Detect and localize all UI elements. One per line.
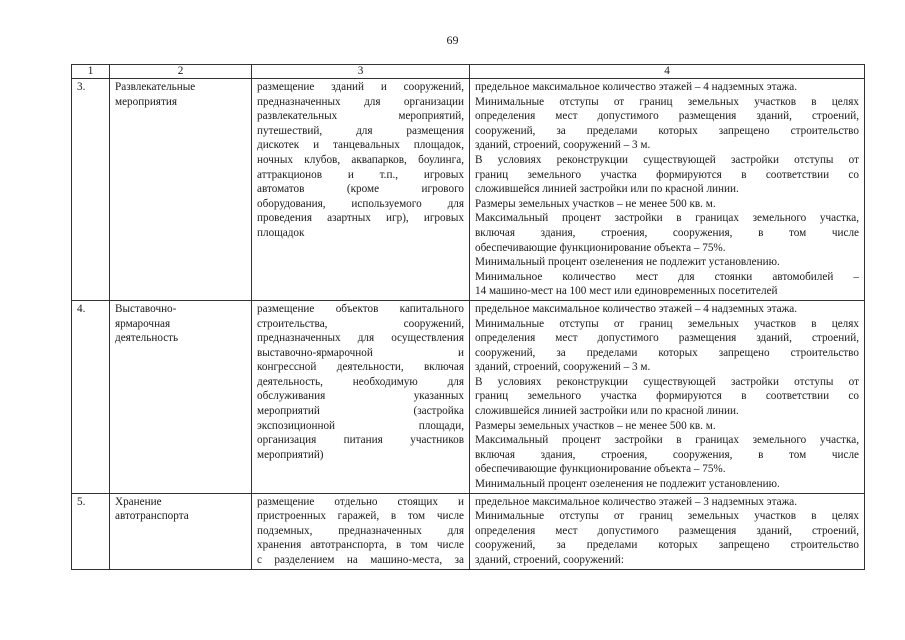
parameter-line: Размеры земельных участков – не менее 500 кв. м. xyxy=(475,197,716,210)
parameter-line: сооружений, за пределами которых запрещено строительство xyxy=(475,346,859,359)
parameter-line: сооружений, за пределами которых запрещено строительство xyxy=(475,539,859,552)
row-number-cell: 5. xyxy=(72,493,110,569)
description-line: организация питания участников xyxy=(257,434,464,447)
land-use-name-line: Хранение xyxy=(115,495,162,508)
description-line: выставочно-ярмарочной и xyxy=(257,346,464,359)
column-header-4: 4 xyxy=(470,65,865,79)
parameter-line: предельное максимальное количество этажей – 4 надземных этажа. xyxy=(475,81,798,93)
row-number-cell: 3. xyxy=(72,79,110,301)
description-line: хранения автотранспорта, в том числе xyxy=(257,539,464,552)
column-header-3: 3 xyxy=(252,65,470,79)
description-line: мероприятий) xyxy=(257,448,324,461)
description-line: проведения азартных игр), игровых xyxy=(257,212,464,225)
land-use-name-line: ярмарочная xyxy=(115,317,171,330)
land-use-name-cell xyxy=(110,493,252,569)
land-use-name-line: деятельность xyxy=(115,332,179,345)
description-line: развлекательных мероприятий, xyxy=(257,110,464,123)
land-use-name-cell xyxy=(110,300,252,493)
description-line: путешествий, для размещения xyxy=(257,124,464,137)
description-line: оборудования, используемого для xyxy=(257,197,464,210)
parameter-line: Минимальные отступы от границ земельных участков в целях xyxy=(475,95,859,108)
page-number: 69 xyxy=(446,33,459,47)
description-line: размещение отдельно стоящих и xyxy=(257,495,464,508)
description-line: дискотек и танцевальных площадок, xyxy=(257,139,464,152)
parameters-cell xyxy=(470,79,865,301)
parameter-line: В условиях реконструкции существующей застройки отступы от xyxy=(475,153,859,166)
parameter-line: включая здания, строения, сооружения, в том числе xyxy=(475,226,859,239)
parameter-line: Размеры земельных участков – не менее 500 кв. м. xyxy=(475,419,716,432)
parameter-line: границ земельного участка формируются в соответствии со xyxy=(475,168,859,181)
column-header-2: 2 xyxy=(110,65,252,79)
description-line: подземных, предназначенных для xyxy=(257,524,464,537)
land-use-description-cell xyxy=(252,300,470,493)
land-use-description-cell xyxy=(252,493,470,569)
parameter-line: определения мест допустимого размещения зданий, строений, xyxy=(475,332,859,345)
parameter-line: Минимальный процент озеленения не подлежит установлению. xyxy=(475,478,780,491)
parameter-line: границ земельного участка формируются в соответствии со xyxy=(475,390,859,403)
parameter-line: В условиях реконструкции существующей застройки отступы от xyxy=(475,375,859,388)
parameter-line: сооружений, за пределами которых запрещено строительство xyxy=(475,124,859,137)
parameter-line: Минимальное количество мест для стоянки автомобилей – xyxy=(475,270,859,283)
row-number-cell: 4. xyxy=(72,300,110,493)
parameter-line: 14 машино-мест на 100 мест или единовременных посетителей xyxy=(475,285,778,298)
parameter-line: Минимальные отступы от границ земельных участков в целях xyxy=(475,510,859,523)
description-line: предназначенных для осуществления xyxy=(257,332,464,345)
parameter-line: предельное максимальное количество этажей – 4 надземных этажа. xyxy=(475,302,798,315)
column-header-1: 1 xyxy=(72,65,110,79)
parameter-line: сложившейся линией застройки или по красной линии. xyxy=(475,183,739,196)
parameter-line: Максимальный процент застройки в границах земельного участка, xyxy=(475,212,859,225)
land-use-name-cell xyxy=(110,79,252,301)
parameter-line: обеспечивающие функционирование объекта – 75%. xyxy=(475,241,726,254)
description-line: строительства, сооружений, xyxy=(257,317,464,330)
description-line: ночных клубов, аквапарков, боулинга, xyxy=(257,153,464,166)
description-line: обслуживания указанных xyxy=(257,390,464,403)
parameter-line: Минимальные отступы от границ земельных участков в целях xyxy=(475,317,859,330)
description-line: конгрессной деятельности, включая xyxy=(257,361,464,374)
description-line: предназначенных для организации xyxy=(257,95,464,108)
description-line: размещение объектов капитального xyxy=(257,302,464,315)
description-line: аттракционов и т.п., игровых xyxy=(257,168,464,181)
zoning-regulations-table xyxy=(71,64,865,570)
parameter-line: определения мест допустимого размещения зданий, строений, xyxy=(475,110,859,123)
parameter-line: предельное максимальное количество этажей – 3 надземных этажа. xyxy=(475,495,798,508)
parameters-cell xyxy=(470,300,865,493)
land-use-description-cell xyxy=(252,79,470,301)
parameter-line: зданий, строений, сооружений: xyxy=(475,554,624,566)
land-use-name-line: Развлекательные xyxy=(115,81,196,93)
parameter-line: зданий, строений, сооружений – 3 м. xyxy=(475,139,651,152)
description-line: пристроенных гаражей, в том числе xyxy=(257,510,464,523)
parameter-line: определения мест допустимого размещения зданий, строений, xyxy=(475,524,859,537)
land-use-name-line: Выставочно- xyxy=(115,302,177,315)
description-line: мероприятий (застройка xyxy=(257,405,464,418)
parameter-line: сложившейся линией застройки или по красной линии. xyxy=(475,405,739,418)
parameter-line: обеспечивающие функционирование объекта – 75%. xyxy=(475,463,726,476)
parameter-line: включая здания, строения, сооружения, в том числе xyxy=(475,448,859,461)
table-row xyxy=(72,300,865,493)
parameter-line: Максимальный процент застройки в границах земельного участка, xyxy=(475,434,859,447)
description-line: с разделением на машино-места, за xyxy=(257,554,464,566)
table-row xyxy=(72,493,865,569)
land-use-name-line: мероприятия xyxy=(115,95,177,108)
description-line: экспозиционной площади, xyxy=(257,419,464,432)
description-line: автоматов (кроме игрового xyxy=(257,183,464,196)
description-line: площадок xyxy=(257,226,305,239)
table-row xyxy=(72,79,865,301)
description-line: деятельность, необходимую для xyxy=(257,375,464,388)
description-line: размещение зданий и сооружений, xyxy=(257,81,464,93)
table-header-row xyxy=(72,65,865,79)
parameter-line: Минимальный процент озеленения не подлежит установлению. xyxy=(475,256,780,269)
land-use-name-line: автотранспорта xyxy=(115,510,189,523)
parameters-cell xyxy=(470,493,865,569)
parameter-line: зданий, строений, сооружений – 3 м. xyxy=(475,361,651,374)
